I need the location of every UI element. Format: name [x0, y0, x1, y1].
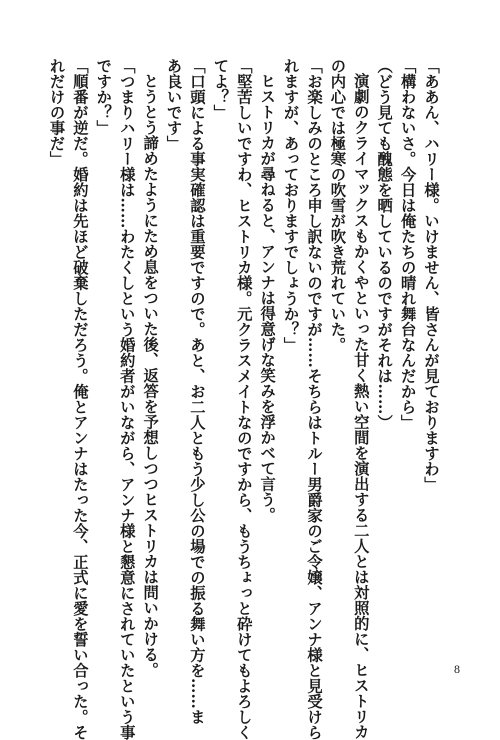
text-line: 「堅苦しいですわ、ヒストリカ様。元クラスメイトなのですから、もうちょっと砕けてもよろしく: [234, 58, 253, 740]
text-line: 「口頭による事実確認は重要ですので。あと、お二人ともう少し公の場での振る舞い方を……ま: [187, 58, 206, 725]
text-line: ですか？」: [94, 58, 113, 136]
text-line: れだけの事だ」: [47, 58, 66, 167]
text-line: 「つまりハリー様は……わたくしという婚約者がいながら、アンナ様と懇意にされていたという事: [117, 58, 136, 740]
text-line: 演劇のクライマックスもかくやといった甘く熱い空間を演出する二人とは対照的に、ヒストリカ: [351, 73, 370, 740]
text-line: とうとう諦めたようにため息をついた後、返答を予想しつつヒストリカは問いかける。: [141, 73, 160, 678]
vertical-text-body: [44, 58, 442, 740]
text-line: ヒストリカが尋ねると、アンナは得意げな笑みを浮かべて言う。: [258, 73, 277, 523]
text-line: 「お楽しみのところ申し訳ないのですが……そちらはトルー男爵家のご令嬢、アンナ様と見受けら: [304, 58, 323, 740]
text-line: 「ああん、ハリー様。いけません、皆さんが見ておりますわ」: [422, 58, 440, 492]
text-line: れますが、あっておりますでしょうか？」: [281, 58, 300, 353]
text-line: てよ？」: [211, 58, 230, 120]
page-number: 8: [454, 662, 460, 676]
text-line: （どう見ても醜態を晒しているのですがそれは……）: [375, 58, 394, 430]
text-line: の内心では極寒の吹雪が吹き荒れていた。: [328, 58, 347, 353]
text-line: 「構わないさ。今日は俺たちの晴れ舞台なんだから」: [398, 58, 417, 430]
text-line: 「順番が逆だ。婚約は先ほど破棄しただろう。俺とアンナはたった今、正式に愛を誓い合った。そ: [70, 58, 89, 740]
text-line: あ良いです」: [164, 58, 183, 151]
